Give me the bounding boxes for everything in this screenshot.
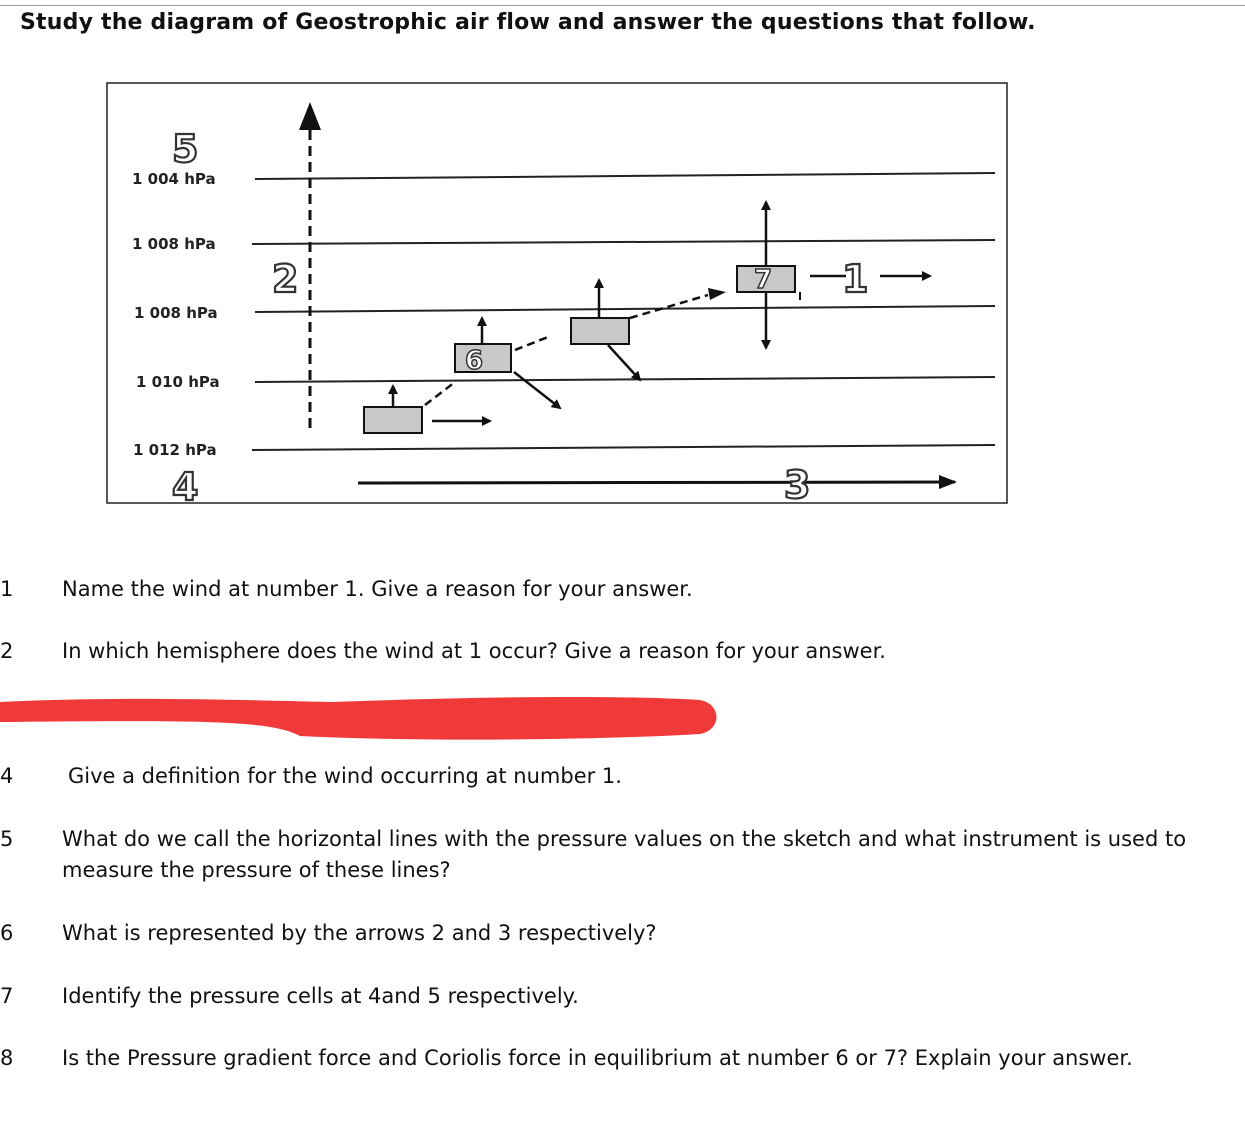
question-number: 4 [0, 764, 14, 788]
marker-4: 4 [172, 465, 199, 509]
question-4 [0, 761, 1245, 793]
arrow-3 [358, 482, 955, 483]
marker-7: 7 [754, 265, 773, 295]
question-text: Give a definition for the wind occurring at number 1. [68, 764, 622, 788]
marker-2: 2 [272, 257, 299, 301]
marker-1: 1 [842, 257, 869, 301]
question-text: Identify the pressure cells at 4and 5 respectively. [62, 984, 579, 1008]
isobar-label-1012: 1 012 hPa [133, 441, 217, 459]
question-8 [0, 1043, 1245, 1107]
question-2 [0, 636, 1245, 668]
isobar-label-1008: 1 008 hPa [134, 304, 218, 322]
air-parcel-box-1 [364, 407, 422, 433]
question-number: 7 [0, 984, 14, 1008]
question-1 [0, 574, 1245, 606]
question-text: Name the wind at number 1. Give a reason for your answer. [62, 577, 693, 601]
marker-6: 6 [465, 346, 484, 376]
question-text: What is represented by the arrows 2 and 3 respectively? [62, 921, 657, 945]
page-heading: Study the diagram of Geostrophic air flow and answer the questions that follow. [20, 10, 1036, 35]
question-number: 5 [0, 827, 14, 851]
geostrophic-diagram [0, 0, 1245, 520]
question-number: 6 [0, 921, 14, 945]
question-6 [0, 918, 1245, 950]
question-number: 8 [0, 1046, 14, 1070]
redaction-mark [0, 690, 730, 746]
question-text: In which hemisphere does the wind at 1 occur? Give a reason for your answer. [62, 639, 886, 663]
question-text: What do we call the horizontal lines with the pressure values on the sketch and what instrument is used to measure the pressure of these lines? [62, 827, 1187, 882]
isobar-label-1006: 1 008 hPa [132, 235, 216, 253]
air-parcel-box-3 [571, 318, 629, 344]
question-number: 2 [0, 639, 14, 663]
marker-5: 5 [172, 127, 199, 171]
question-7 [0, 981, 1245, 1013]
question-5 [0, 824, 1245, 888]
question-number: 1 [0, 577, 14, 601]
question-text: Is the Pressure gradient force and Coriolis force in equilibrium at number 6 or 7? Explain your answer. [62, 1046, 1133, 1070]
marker-3: 3 [784, 463, 811, 507]
isobar-label-1010: 1 010 hPa [136, 373, 220, 391]
isobar-label-1004: 1 004 hPa [132, 170, 216, 188]
